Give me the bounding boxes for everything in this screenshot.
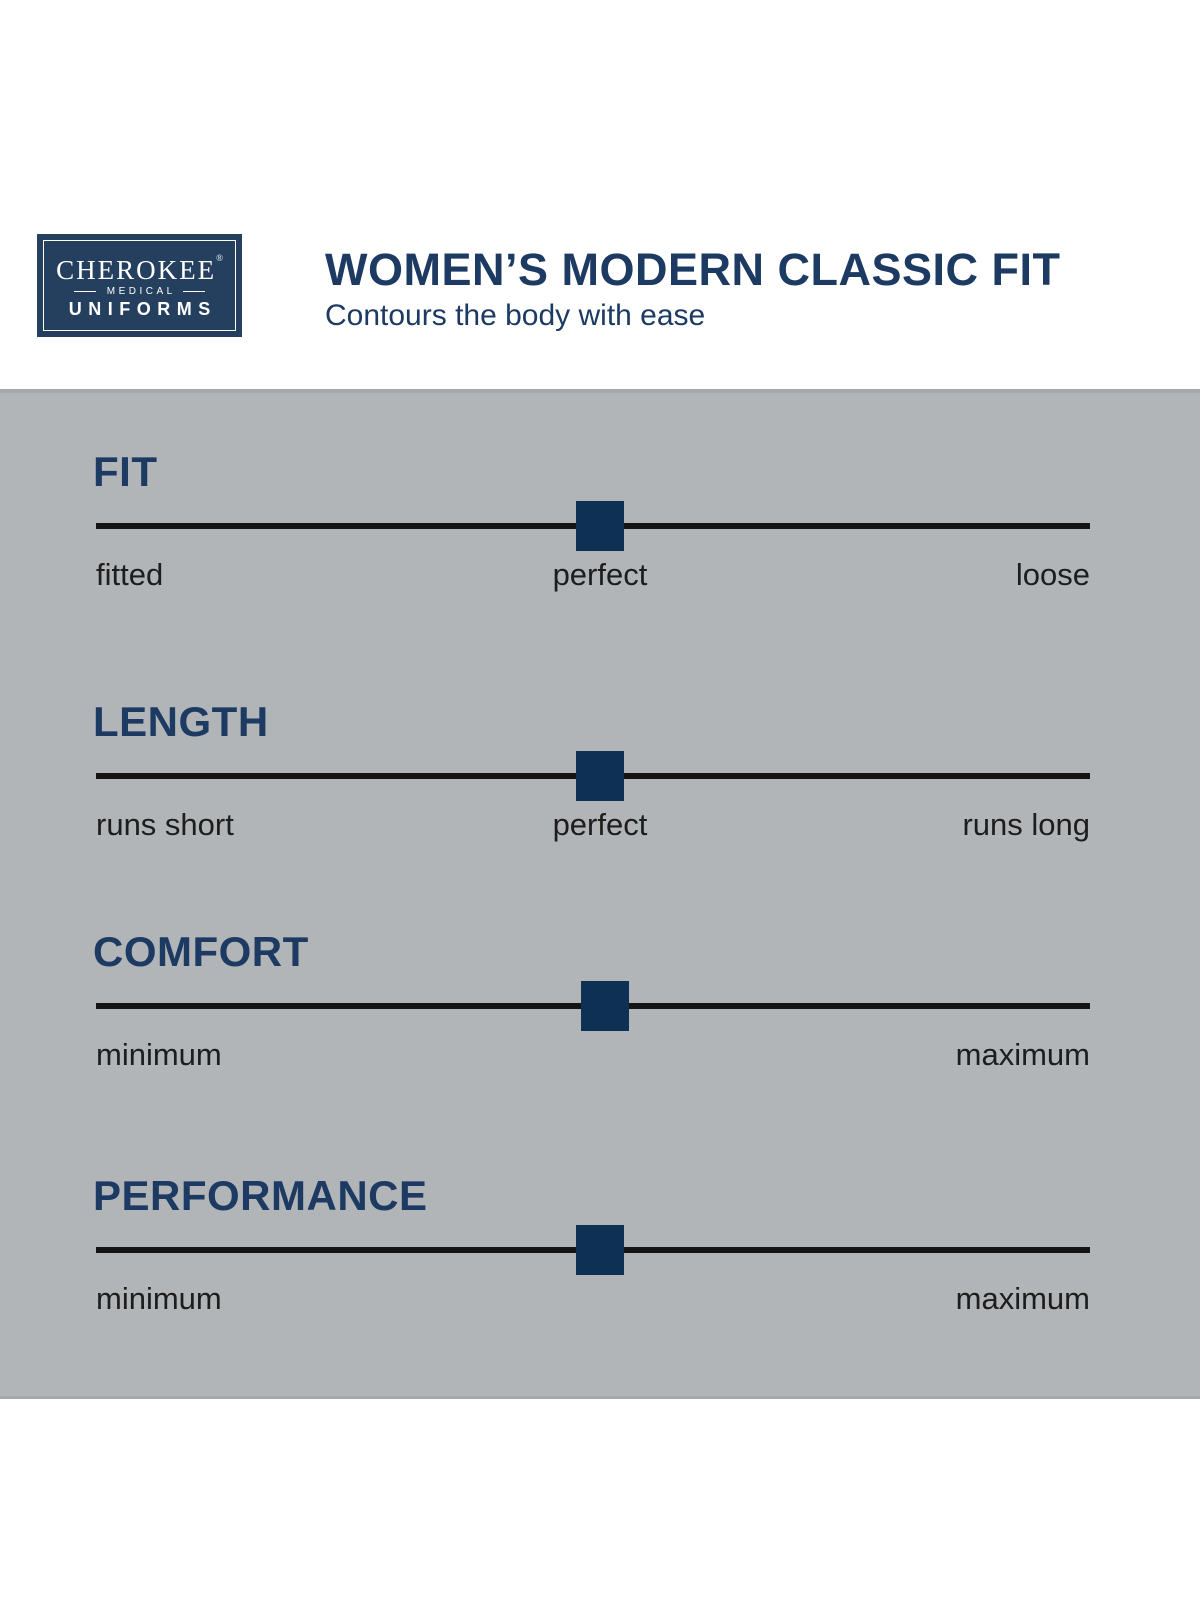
logo-divider-left bbox=[74, 291, 96, 293]
scale-name: COMFORT bbox=[93, 928, 309, 975]
scale-marker bbox=[576, 751, 624, 801]
scale-track bbox=[96, 1247, 1090, 1253]
scale-label-center: perfect bbox=[552, 807, 648, 842]
scale-label-right: loose bbox=[1015, 557, 1090, 592]
scale-marker bbox=[576, 1225, 624, 1275]
scale-label-right: runs long bbox=[962, 807, 1090, 842]
scale-label-left: fitted bbox=[96, 557, 164, 592]
header-title-block bbox=[325, 244, 1061, 332]
scale-row bbox=[93, 698, 1090, 846]
scale-name: LENGTH bbox=[93, 698, 269, 745]
scale-label-left: minimum bbox=[96, 1281, 222, 1316]
brand-logo-frame bbox=[43, 240, 236, 331]
scale-labels-row bbox=[96, 557, 1090, 595]
scale-label-right: maximum bbox=[955, 1037, 1090, 1072]
scale-track bbox=[96, 773, 1090, 779]
page-title: WOMEN’S MODERN CLASSIC FIT bbox=[325, 244, 1061, 295]
logo-uniforms-text: UNIFORMS bbox=[68, 298, 217, 319]
scale-label-center: perfect bbox=[552, 557, 648, 592]
scale-track bbox=[96, 1003, 1090, 1009]
scale-labels-row bbox=[96, 1281, 1090, 1319]
logo-brand-text bbox=[56, 254, 223, 284]
logo-brand-wordmark: CHEROKEE bbox=[56, 254, 217, 285]
page-subtitle: Contours the body with ease bbox=[325, 299, 706, 332]
logo-division-text: MEDICAL bbox=[106, 285, 176, 297]
registered-trademark-icon: ® bbox=[216, 252, 223, 263]
scale-marker bbox=[576, 501, 624, 551]
scale-row bbox=[93, 928, 1090, 1076]
scale-label-left: minimum bbox=[96, 1037, 222, 1072]
scale-marker bbox=[581, 981, 629, 1031]
logo-divider-right bbox=[183, 291, 205, 293]
logo-division-row bbox=[74, 287, 204, 297]
scale-row bbox=[93, 1172, 1090, 1320]
scale-track bbox=[96, 523, 1090, 529]
scale-labels-row bbox=[96, 807, 1090, 845]
brand-logo bbox=[37, 234, 242, 337]
scale-row bbox=[93, 448, 1090, 596]
scale-labels-row bbox=[96, 1037, 1090, 1075]
scale-label-right: maximum bbox=[955, 1281, 1090, 1316]
scale-name: FIT bbox=[93, 448, 158, 495]
scale-name: PERFORMANCE bbox=[93, 1172, 428, 1219]
scale-label-left: runs short bbox=[96, 807, 234, 842]
